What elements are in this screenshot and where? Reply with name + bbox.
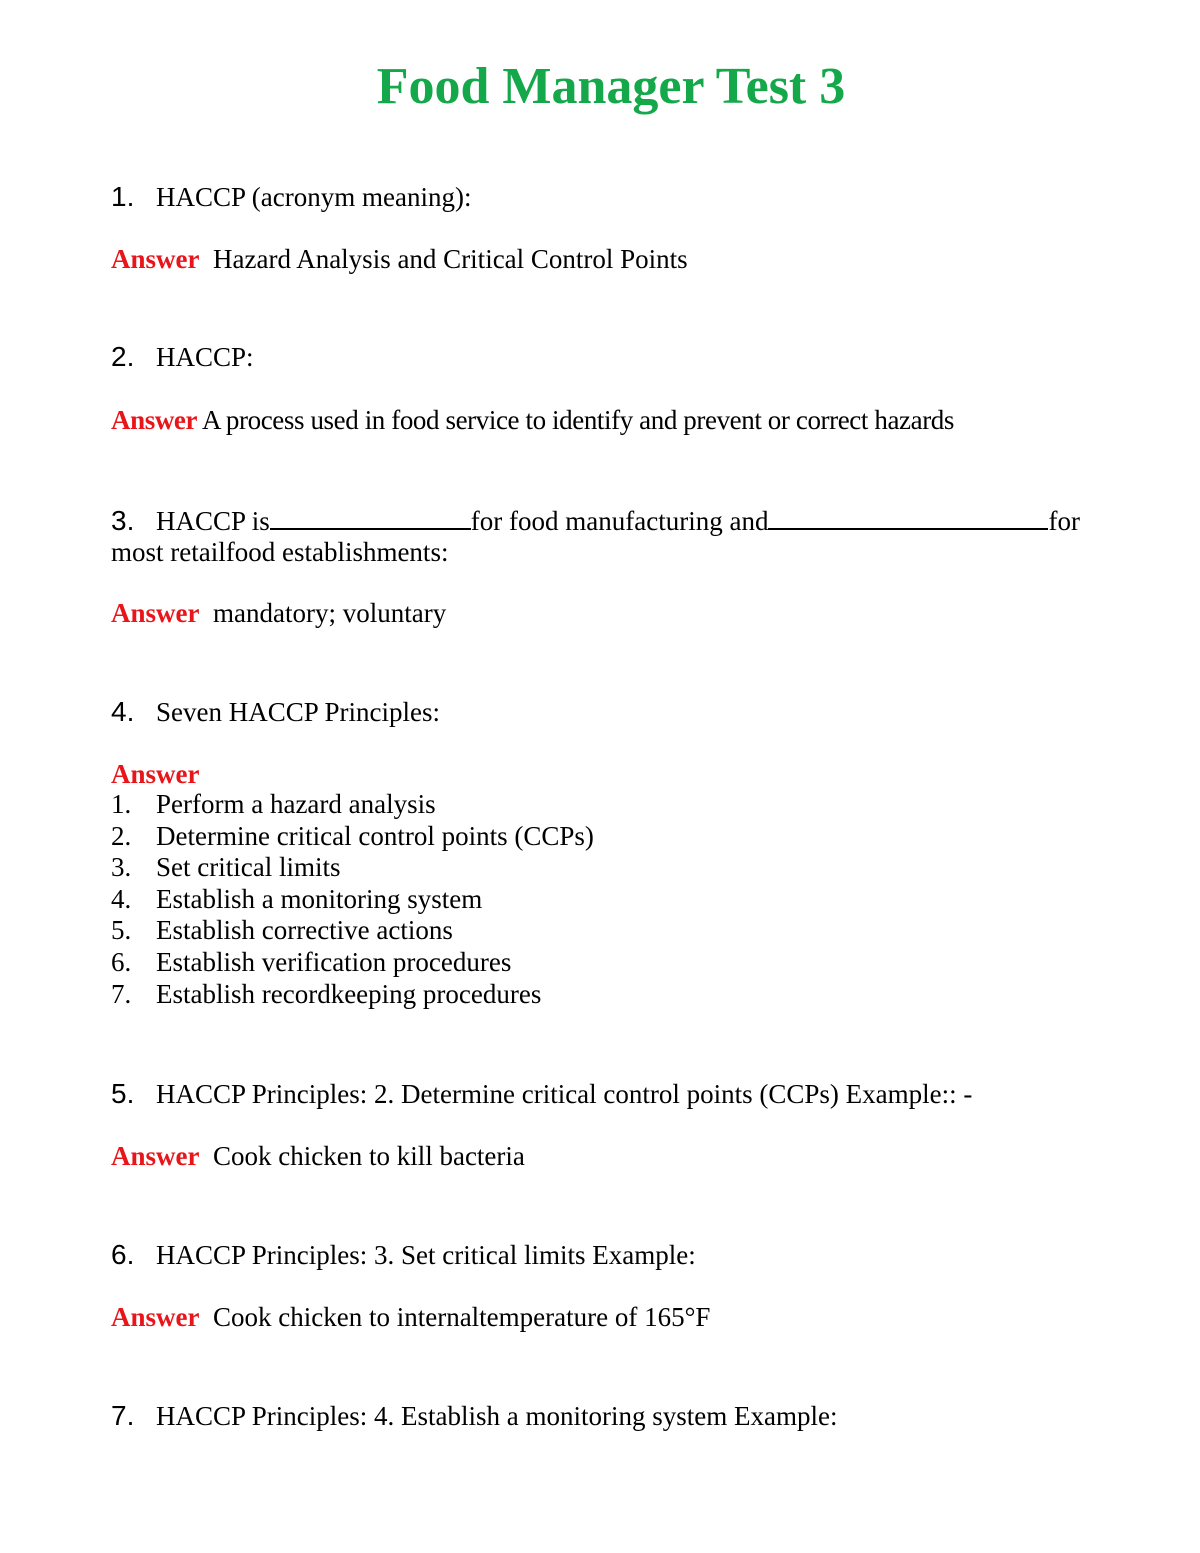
question-number: 3. [111, 505, 135, 536]
question-text-part-3: for [1048, 506, 1080, 536]
question-6 [111, 1239, 696, 1271]
question-4 [111, 696, 440, 728]
answer-label: Answer [111, 759, 200, 789]
fill-in-blank-1 [270, 504, 471, 530]
question-text: HACCP Principles: 2. Determine critical control points (CCPs) Example:: - [156, 1079, 973, 1109]
question-text: Seven HACCP Principles: [156, 697, 441, 727]
answer-label: Answer [111, 1302, 200, 1332]
answer-2 [111, 405, 954, 436]
question-1 [111, 181, 471, 213]
answer-1 [111, 244, 688, 275]
list-item: 5. Establish corrective actions [111, 915, 453, 946]
fill-in-blank-2 [768, 504, 1048, 530]
question-3 [111, 504, 1101, 568]
question-7 [111, 1400, 837, 1432]
page-title: Food Manager Test 3 [376, 58, 846, 115]
question-5 [111, 1078, 972, 1110]
principles-list [111, 789, 594, 1010]
question-number: 5. [111, 1078, 135, 1109]
answer-label: Answer [111, 1141, 200, 1171]
answer-6 [111, 1302, 710, 1333]
question-text-part-4: most retailfood establishments: [111, 537, 449, 567]
list-item: 2. Determine critical control points (CCPs) [111, 820, 594, 851]
question-text: HACCP (acronym meaning): [156, 182, 472, 212]
answer-text: Cook chicken to internaltemperature of 165°F [213, 1302, 711, 1332]
list-item: 1. Perform a hazard analysis [111, 789, 436, 819]
question-text: HACCP: [156, 342, 254, 372]
question-number: 6. [111, 1239, 135, 1270]
list-item: 4. Establish a monitoring system [111, 883, 483, 914]
list-item: 7. Establish recordkeeping procedures [111, 978, 542, 1009]
answer-text: A process used in food service to identify and prevent or correct hazards [201, 405, 954, 435]
list-item: 6. Establish verification procedures [111, 946, 512, 977]
question-text-part-2: for food manufacturing and [470, 506, 769, 536]
question-number: 7. [111, 1400, 135, 1431]
answer-4 [111, 759, 200, 790]
question-text: HACCP Principles: 3. Set critical limits Example: [156, 1240, 696, 1270]
answer-text: Hazard Analysis and Critical Control Points [213, 244, 688, 274]
answer-3 [111, 598, 446, 629]
question-number: 1. [111, 181, 135, 212]
question-text-part-1: HACCP is [156, 506, 270, 536]
answer-5 [111, 1141, 525, 1172]
list-item: 3. Set critical limits [111, 852, 341, 883]
question-number: 4. [111, 696, 135, 727]
answer-label: Answer [111, 598, 200, 628]
answer-label: Answer [111, 244, 200, 274]
question-number: 2. [111, 341, 135, 372]
answer-text: mandatory; voluntary [213, 598, 447, 628]
answer-label: Answer [111, 405, 198, 435]
question-2 [111, 341, 254, 373]
answer-text: Cook chicken to kill bacteria [213, 1141, 525, 1171]
question-text: HACCP Principles: 4. Establish a monitoring system Example: [156, 1401, 838, 1431]
